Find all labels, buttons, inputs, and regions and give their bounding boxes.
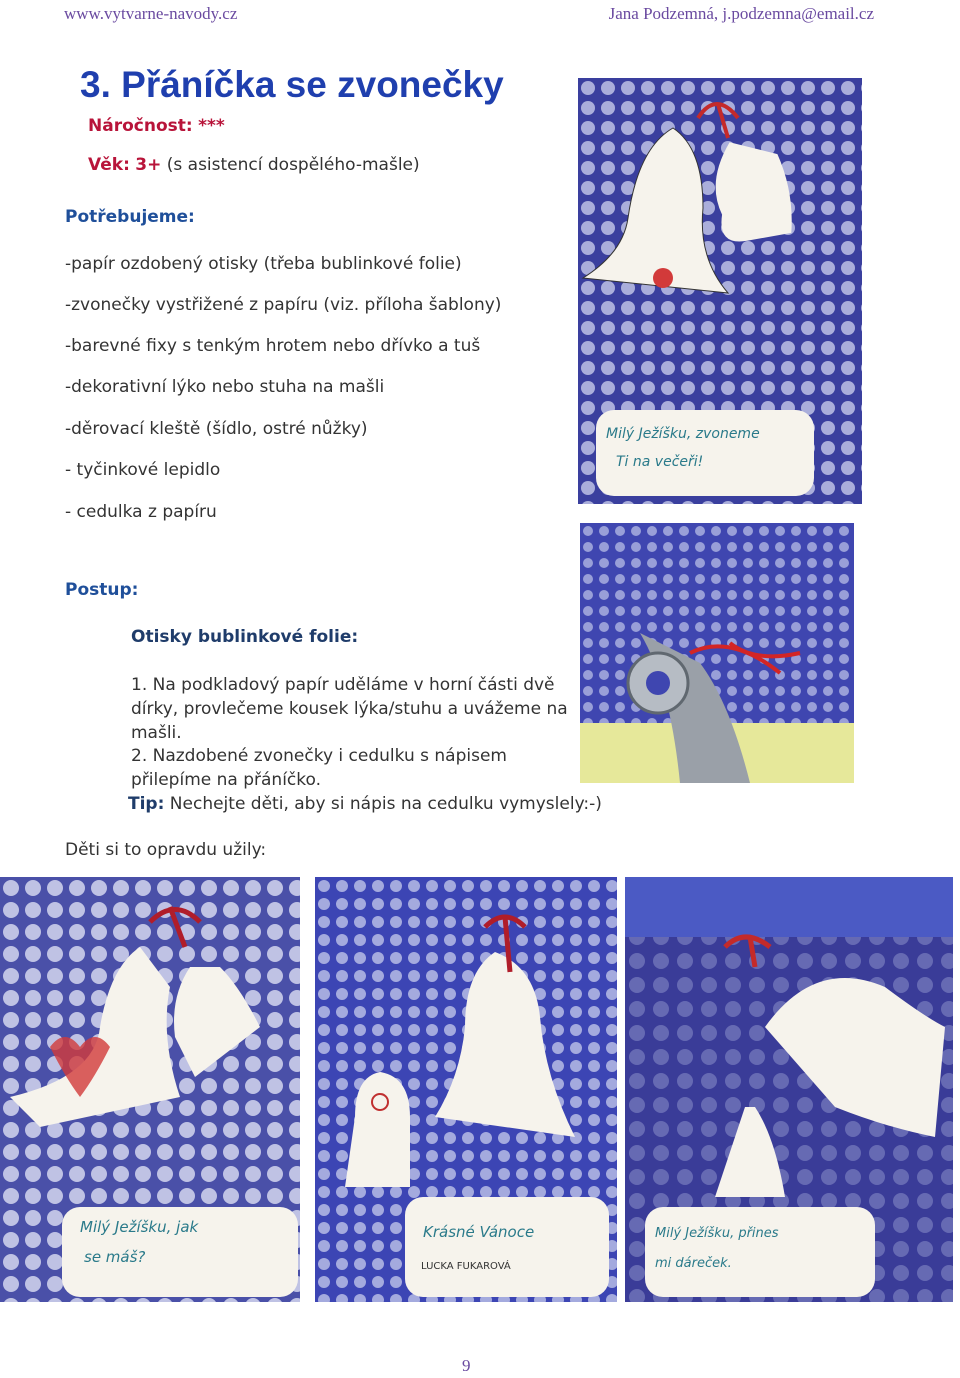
photo-card-2-svg: [315, 877, 617, 1302]
tip-text: Nechejte děti, aby si nápis na cedulku vymyslely:-): [169, 794, 602, 814]
photo-card-1: [0, 877, 300, 1302]
material-item: - tyčinkové lepidlo: [65, 460, 221, 480]
photo-card-bells: [578, 78, 862, 504]
photo-card-bells-svg: [578, 78, 862, 504]
tag-text: Milý Ježíšku, přines: [655, 1226, 779, 1241]
step1-line: mašli.: [131, 723, 182, 743]
material-item: -děrovací kleště (šídlo, ostré nůžky): [65, 419, 368, 439]
materials-heading: Potřebujeme:: [65, 207, 195, 227]
tag-text: Krásné Vánoce: [423, 1223, 535, 1241]
photo-card-3: [625, 877, 953, 1302]
difficulty-label: Náročnost:: [88, 116, 193, 136]
step2-line: přilepíme na přáníčko.: [131, 770, 322, 790]
header-author: Jana Podzemná, j.podzemna@email.cz: [608, 4, 874, 23]
age-label: Věk:: [88, 155, 130, 175]
step1-line: dírky, provlečeme kousek lýka/stuhu a uvážeme na: [131, 699, 568, 719]
closing-text: Děti si to opravdu užily:: [65, 840, 267, 860]
tag-text: Milý Ježíšku, zvoneme: [606, 426, 760, 442]
difficulty-line: [88, 116, 225, 136]
age-value: 3+: [135, 155, 162, 175]
material-item: -barevné fixy s tenkým hrotem nebo dřívko a tuš: [65, 336, 481, 356]
tag-text: Ti na večeři!: [616, 454, 704, 470]
tag-text: se máš?: [84, 1248, 146, 1266]
tip-line: [128, 794, 602, 814]
site-link[interactable]: www.vytvarne-navody.cz: [64, 4, 238, 23]
page-title: 3. Přáníčka se zvonečky: [80, 64, 504, 105]
material-item: -dekorativní lýko nebo stuha na mašli: [65, 377, 385, 397]
header-site[interactable]: [64, 4, 237, 24]
photo-card-3-svg: [625, 877, 953, 1302]
tag-text: LUCKA FUKAROVÁ: [421, 1261, 511, 1272]
photo-card-1-svg: [0, 877, 300, 1302]
procedure-heading: Postup:: [65, 580, 139, 600]
material-item: - cedulka z papíru: [65, 502, 217, 522]
step2-line: 2. Nazdobené zvonečky i cedulku s nápisem: [131, 746, 507, 766]
material-item: -papír ozdobený otisky (třeba bublinkové folie): [65, 254, 462, 274]
procedure-subheading: Otisky bublinkové folie:: [131, 627, 359, 647]
tag-text: Milý Ježíšku, jak: [80, 1218, 199, 1236]
photo-punch-pliers-svg: [580, 523, 854, 783]
age-line: [88, 155, 420, 175]
material-item: -zvonečky vystřižené z papíru (viz. příloha šablony): [65, 295, 502, 315]
tip-label: Tip:: [128, 794, 165, 814]
age-note: (s asistencí dospělého-mašle): [166, 155, 420, 175]
photo-punch-pliers: [580, 523, 854, 783]
difficulty-value: ***: [198, 116, 225, 136]
page-number: 9: [462, 1356, 471, 1375]
step1-line: 1. Na podkladový papír uděláme v horní části dvě: [131, 675, 555, 695]
photo-card-2: [315, 877, 617, 1302]
tag-text: mi dáreček.: [655, 1256, 732, 1271]
